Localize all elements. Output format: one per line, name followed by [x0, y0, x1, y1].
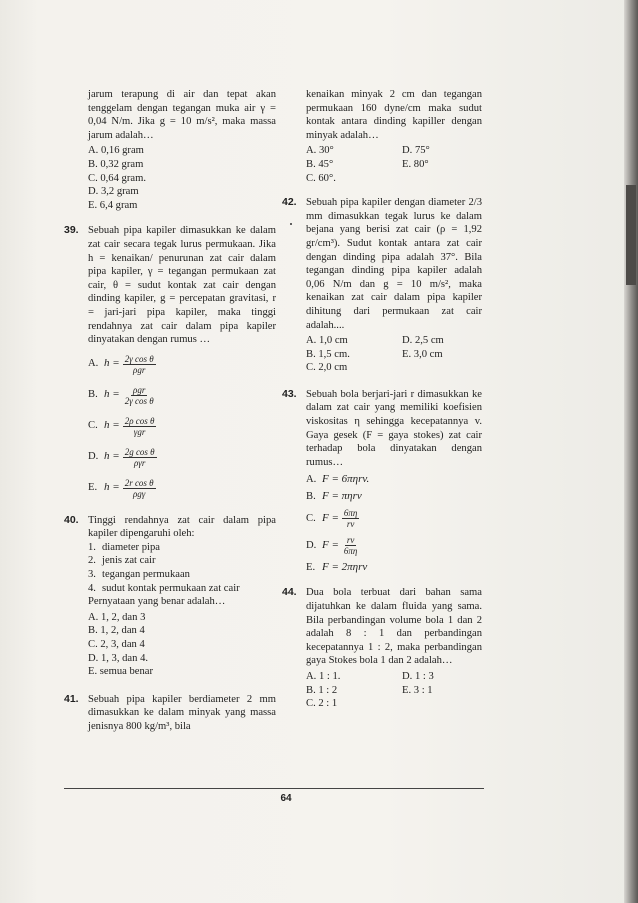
- question-38-continued: [64, 88, 276, 212]
- question-41-text: Sebuah pipa kapiler berdiameter 2 mm dimasukkan ke dalam minyak yang massa jenisnya 800 kg/m³, bila: [88, 693, 276, 732]
- question-42-text: Sebuah pipa kapiler dengan diameter 2/3 mm dimasukkan tegak lurus ke dalam bejana yang berisi zat cair (ρ = 1,92 gr/cm³). Sudut kontak antara zat cair dengan dinding pipa adalah 37°. Bila tegangan dinding pipa kapiler adalah 0,06 N/m dan g = 10 m/s², maka kenaikan zat cair dalam pipa kapiler dihitung dari permukaan zat cair adalah....: [306, 197, 482, 331]
- formula: F = πηrv: [322, 490, 362, 503]
- question-number: 43.: [282, 387, 297, 400]
- option: A. 1, 2, dan 3: [88, 611, 146, 623]
- option: D. 75°: [402, 145, 430, 157]
- option: E. 3 : 1: [402, 684, 433, 696]
- item-number: 4.: [88, 582, 96, 594]
- option: E. 80°: [402, 158, 429, 170]
- option: B. 1,5 cm.: [306, 348, 350, 360]
- question-number: 44.: [282, 586, 297, 599]
- option-row: [306, 670, 482, 684]
- question-38-options: [88, 144, 276, 212]
- option: C. 2 : 1: [306, 698, 338, 710]
- item-number: 2.: [88, 555, 96, 567]
- page-number: 64: [280, 793, 292, 804]
- option: C. 2,0 cm: [306, 362, 348, 374]
- option-b: [306, 488, 482, 505]
- question-44-options: [306, 670, 482, 711]
- denominator: ρgγ: [132, 488, 146, 499]
- option-letter: A.: [88, 358, 99, 370]
- option: C. 60°.: [306, 172, 336, 184]
- denominator: ρgr: [133, 364, 146, 375]
- fraction: [342, 508, 359, 529]
- question-number: 42.: [282, 196, 297, 209]
- question-number: 39.: [64, 224, 79, 237]
- option: B. 45°: [306, 158, 334, 170]
- option: [402, 697, 482, 711]
- option: A. 30°: [306, 145, 334, 157]
- option-row: [306, 158, 482, 172]
- question-40-options: [88, 611, 276, 679]
- option: A. 1,0 cm: [306, 335, 348, 347]
- option-row: [306, 361, 482, 375]
- formula-lhs: F =: [322, 512, 339, 525]
- question-43-text: Sebuah bola berjari-jari r dimasukkan ke dalam zat cair yang memiliki koefisien viskositas η sehingga kecepatannya v. Gaya gesek (F = gaya stokes) zat cair terhadap bola dinyatakan dengan rumus…: [306, 388, 482, 468]
- option-row: [306, 334, 482, 348]
- option-letter: D.: [88, 451, 99, 463]
- option: A. 1 : 1.: [306, 671, 341, 682]
- option: E. 3,0 cm: [402, 348, 443, 360]
- item-number: 1.: [88, 541, 96, 553]
- option-letter: A.: [306, 474, 317, 486]
- numerator: 6πη: [343, 508, 358, 519]
- option: [402, 172, 482, 186]
- page-edge-tab: [626, 185, 636, 285]
- option: E. 6,4 gram: [88, 199, 138, 211]
- question-40: [64, 514, 276, 679]
- question-41: [64, 693, 276, 734]
- right-column: [282, 88, 482, 711]
- option-b: [88, 380, 276, 411]
- option: [402, 361, 482, 375]
- question-number: 41.: [64, 692, 79, 705]
- question-40-text: Tinggi rendahnya zat cair dalam pipa kapiler dipengaruhi oleh:: [88, 514, 276, 540]
- question-40-items: [88, 541, 276, 595]
- option: C. 2, 3, dan 4: [88, 639, 145, 651]
- numerator: 2ρ cos θ: [124, 415, 155, 426]
- formula-lhs: F =: [322, 539, 339, 552]
- option-letter: B.: [306, 491, 316, 503]
- formula: F = 2πηrv: [322, 561, 368, 574]
- option-row: [306, 684, 482, 698]
- item-number: 3.: [88, 569, 96, 581]
- left-column: [64, 88, 276, 734]
- denominator: ργr: [133, 457, 146, 468]
- question-39: [64, 224, 276, 503]
- option-c: [88, 411, 276, 442]
- page-edge-shadow: [624, 0, 638, 903]
- option: D. 1 : 3: [402, 671, 434, 682]
- question-41-continued: [282, 88, 482, 185]
- option: D. 3,2 gram: [88, 186, 139, 198]
- item-text: diameter pipa: [102, 541, 160, 553]
- option-letter: C.: [306, 513, 316, 525]
- fraction: [342, 535, 359, 556]
- option-e: [88, 473, 276, 504]
- option-row: [306, 348, 482, 362]
- option-a: [88, 349, 276, 380]
- question-number: 40.: [64, 513, 79, 526]
- formula-lhs: h =: [104, 419, 120, 432]
- formula: F = 6πηrv.: [322, 473, 370, 486]
- option-c: [306, 505, 482, 532]
- formula-lhs: h =: [104, 450, 120, 463]
- fraction: [123, 478, 156, 499]
- item-text: jenis zat cair: [102, 555, 156, 567]
- numerator: 2γ cos θ: [124, 353, 154, 364]
- option: D. 1, 3, dan 4.: [88, 652, 149, 664]
- numerator: rv: [346, 535, 355, 546]
- option: B. 0,32 gram: [88, 158, 144, 170]
- numerator: ρgr: [133, 384, 146, 395]
- denominator: rv: [346, 519, 355, 530]
- question-39-options: [88, 349, 276, 504]
- question-41-options: [306, 144, 482, 185]
- question-42-options: [306, 334, 482, 375]
- formula-lhs: h =: [104, 481, 120, 494]
- footer-rule: [64, 788, 484, 789]
- option: B. 1 : 2: [306, 684, 338, 696]
- denominator: 6πη: [343, 546, 358, 557]
- list-item: [88, 568, 276, 582]
- option-row: [306, 144, 482, 158]
- option: D. 2,5 cm: [402, 335, 444, 347]
- list-item: [88, 554, 276, 568]
- option-a: [306, 471, 482, 488]
- option-letter: B.: [88, 389, 98, 401]
- question-44: [282, 586, 482, 710]
- numerator: 2r cos θ: [124, 477, 154, 488]
- question-43: [282, 388, 482, 577]
- numerator: 2g cos θ: [124, 446, 155, 457]
- option-row: [306, 697, 482, 711]
- fraction: [123, 385, 156, 406]
- option-e: [306, 559, 482, 576]
- formula-lhs: h =: [104, 388, 120, 401]
- question-43-options: [306, 471, 482, 576]
- option-d: [306, 532, 482, 559]
- option: E. semua benar: [88, 666, 154, 678]
- option-letter: E.: [306, 562, 316, 574]
- list-item: [88, 541, 276, 555]
- option-letter: C.: [88, 420, 98, 432]
- fraction: [123, 447, 157, 468]
- option-letter: D.: [306, 540, 317, 552]
- option-d: [88, 442, 276, 473]
- statement: Pernyataan yang benar adalah…: [88, 596, 226, 608]
- option: C. 0,64 gram.: [88, 172, 146, 184]
- option-row: [306, 172, 482, 186]
- denominator: 2γ cos θ: [124, 395, 154, 406]
- option-letter: E.: [88, 482, 98, 494]
- fraction: [123, 354, 156, 375]
- option: A. 0,16 gram: [88, 145, 144, 157]
- fraction: [123, 416, 157, 437]
- item-text: sudut kontak permukaan zat cair: [102, 582, 240, 594]
- question-38-text: jarum terapung di air dan tepat akan tenggelam dengan tegangan muka air γ = 0,04 N/m. Jika g = 10 m/s², maka massa jarum adalah…: [88, 89, 276, 141]
- question-44-text: Dua bola terbuat dari bahan sama dijatuhkan ke dalam fluida yang sama. Bila perbandingan volume bola 1 dan 2 adalah 8 : 1 dan perbandingan kecepatannya 1 : 2, maka perbandingan gaya Stokes bola 1 dan 2 adalah…: [306, 587, 482, 667]
- question-39-text: Sebuah pipa kapiler dimasukkan ke dalam zat cair secara tegak lurus permukaan. Jika h = kenaikan/ penurunan zat cair dalam pipa kapiler, γ = tegangan permukaan zat cair, θ = sudut kontak zat cair dengan dinding kapiler, g = percepatan gravitasi, r = jari-jari pipa kapiler, maka tinggi rendahnya zat cair dalam pipa kapiler dinyatakan dengan rumus …: [88, 225, 276, 346]
- question-42: [282, 196, 482, 375]
- list-item: [88, 582, 276, 596]
- question-41-cont-text: kenaikan minyak 2 cm dan tegangan permukaan 160 dyne/cm maka sudut kontak antara dinding kapiller dengan minyak adalah…: [306, 89, 482, 141]
- denominator: γgr: [133, 426, 146, 437]
- option: B. 1, 2, dan 4: [88, 625, 145, 637]
- formula-lhs: h =: [104, 357, 120, 370]
- item-text: tegangan permukaan: [102, 569, 190, 581]
